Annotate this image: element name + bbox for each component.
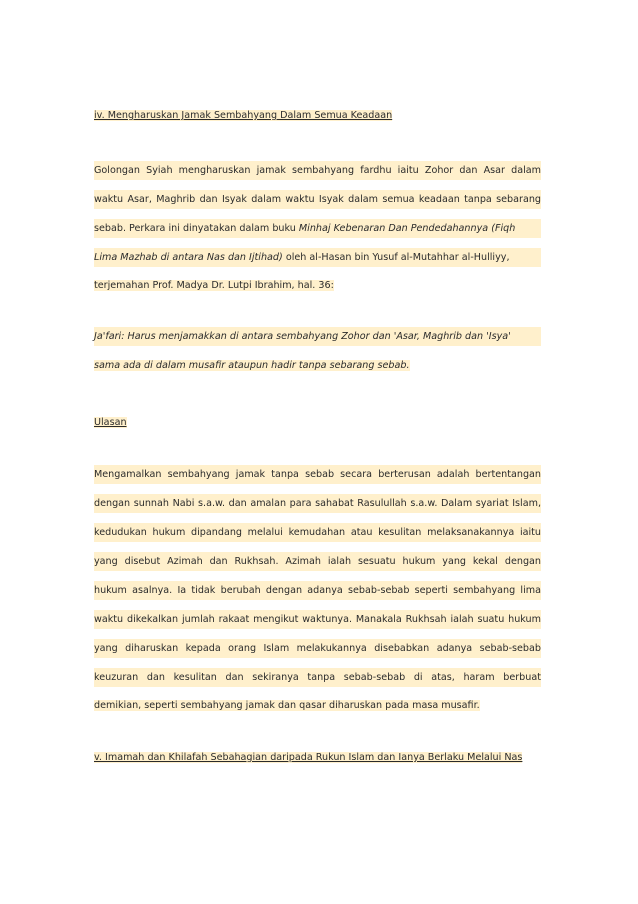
paragraph-2-line-4: [94, 552, 541, 571]
book-title-text: Minhaj Kebenaran Dan Pendedahannya (Fiqh: [298, 223, 516, 234]
section-heading-v: [94, 748, 522, 767]
line-text: buku: [272, 223, 296, 234]
paragraph-2-line-6: [94, 610, 541, 629]
paragraph-2-line-5: [94, 581, 541, 600]
paragraph-2-line-1: [94, 465, 541, 484]
quote-text: Ja'fari: Harus menjamakkan di antara sembahyang Zohor dan 'Asar, Maghrib dan 'Isya': [94, 331, 511, 342]
paragraph-1-line-1: [94, 161, 541, 180]
line-text: oleh al-Hasan bin Yusuf al-Mutahhar al-Hulliyy,: [285, 252, 510, 263]
line-text: dengan sunnah Nabi s.a.w. dan amalan para sahabat Rasulullah s.a.w. Dalam syariat Islam,: [94, 498, 541, 509]
line-text: yang disebut Azimah dan Rukhsah. Azimah ialah sesuatu hukum yang kekal dengan: [94, 556, 541, 567]
quote-line-1: [94, 327, 541, 346]
section-heading-iv: [94, 106, 392, 125]
paragraph-2-line-8: [94, 668, 541, 687]
line-text: hukum asalnya. Ia tidak berubah dengan adanya sebab-sebab seperti sembahyang lima: [94, 585, 541, 596]
line-text: Mengamalkan sembahyang jamak tanpa sebab secara berterusan adalah bertentangan: [94, 469, 541, 480]
quote-line-2: [94, 356, 410, 375]
heading-iv-text: iv. Mengharuskan Jamak Sembahyang Dalam Semua Keadaan: [94, 110, 393, 121]
line-text: waktu dikekalkan jumlah rakaat mengikut waktunya. Manakala Rukhsah ialah suatu hukum: [94, 614, 541, 625]
paragraph-1-line-5: [94, 276, 334, 295]
book-title-text: Lima Mazhab di antara Nas dan Ijtihad): [94, 252, 283, 263]
line-text: terjemahan Prof. Madya Dr. Lutpi Ibrahim, hal. 36:: [94, 280, 334, 291]
paragraph-2-line-7: [94, 639, 541, 658]
heading-v-text: v. Imamah dan Khilafah Sebahagian daripada Rukun Islam dan Ianya Berlaku Melalui Nas: [94, 752, 523, 763]
quote-text: sama ada di dalam musafir ataupun hadir tanpa sebarang sebab.: [94, 360, 410, 371]
line-text: keuzuran dan kesulitan dan sekiranya tanpa sebab-sebab di atas, haram berbuat: [94, 672, 541, 683]
line-text: waktu Asar, Maghrib dan Isyak dalam waktu Isyak dalam semua keadaan tanpa sebarang: [94, 194, 541, 205]
line-text: yang diharuskan kepada orang Islam melakukannya disebabkan adanya sebab-sebab: [94, 643, 541, 654]
line-text: Golongan Syiah mengharuskan jamak sembahyang fardhu iaitu Zohor dan Asar dalam: [94, 165, 541, 176]
paragraph-1-line-2: [94, 190, 541, 209]
paragraph-2-line-3: [94, 523, 541, 542]
ulasan-heading: [94, 413, 127, 432]
paragraph-1-line-4: [94, 248, 541, 267]
ulasan-heading-text: Ulasan: [94, 417, 127, 428]
line-text: demikian, seperti sembahyang jamak dan qasar diharuskan pada masa musafir.: [94, 700, 480, 711]
paragraph-2-line-9: [94, 696, 480, 715]
line-text: sebab. Perkara ini dinyatakan dalam: [94, 223, 270, 234]
paragraph-2-line-2: [94, 494, 541, 513]
paragraph-1-line-3: [94, 219, 541, 238]
line-text: kedudukan hukum dipandang melalui kemudahan atau kesulitan melaksanakannya iaitu: [94, 527, 541, 538]
